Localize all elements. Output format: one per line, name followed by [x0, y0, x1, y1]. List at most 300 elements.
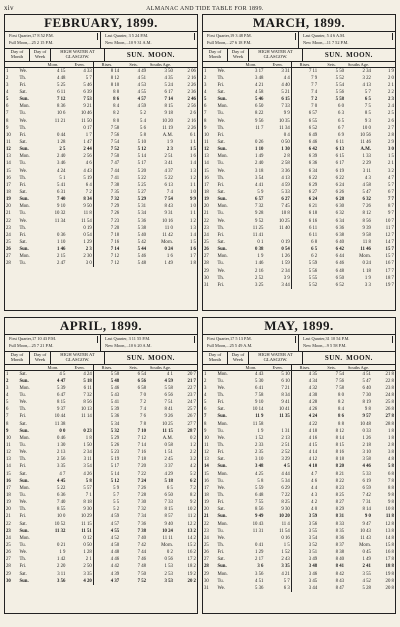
cell: 5 34	[93, 420, 120, 428]
cell: 0 56	[147, 556, 174, 563]
cell: 17 2	[174, 556, 197, 563]
cell: 8 5	[345, 110, 372, 117]
cell: 8 22	[318, 478, 345, 485]
table-row	[203, 470, 395, 478]
cell: 9 26	[147, 413, 174, 420]
table-row	[5, 110, 197, 117]
cell: 6 0	[318, 103, 345, 110]
table-row	[203, 132, 395, 139]
cell: 1 6	[147, 253, 174, 260]
cell: 6 28	[318, 196, 345, 203]
cell: 4 40	[264, 82, 291, 89]
cell: 6 32	[345, 196, 372, 203]
cell: 5 5	[93, 499, 120, 506]
cell: 11 34	[264, 125, 291, 132]
table-row	[203, 125, 395, 132]
cell: 5 2	[174, 470, 197, 478]
cell: 12	[5, 449, 18, 456]
cell: 3	[5, 82, 18, 89]
cell: 26	[5, 549, 18, 556]
cell: We.	[216, 485, 237, 492]
cell: 6 27	[291, 189, 318, 196]
table-row	[203, 253, 395, 260]
cell: 7	[203, 413, 216, 420]
cell: We.	[216, 535, 237, 542]
cell: 10 29	[66, 513, 93, 520]
cell: 6 42	[318, 246, 345, 253]
cell: Sat.	[18, 139, 39, 146]
day-header: Day of Month	[5, 49, 30, 61]
cell: Th.	[18, 125, 39, 132]
cell: 4 4	[264, 75, 291, 82]
cell: 8 25	[264, 499, 291, 506]
cell: 20	[203, 506, 216, 513]
cell: Tu.	[216, 528, 237, 535]
cell: 4 1	[147, 371, 174, 379]
table-row	[203, 175, 395, 182]
table-row	[203, 513, 395, 520]
cell: 5 48	[120, 260, 147, 267]
cell: 11	[203, 139, 216, 146]
cell: 3 41	[147, 160, 174, 167]
cell: Morn.	[147, 542, 174, 549]
cell: 6	[203, 103, 216, 110]
cell: 4	[203, 392, 216, 399]
cell: 6 59	[345, 485, 372, 492]
day-table: Morn. Even. Rises. Sets. Souths Age. 1 We. 4 15 4 33 8 14 4 49 3 50 2 06 2 Th. 4 48 5 7 8 12 4 51 4 35 2 16 3 Fri. 5 25 5 46 8 10 4 53 5 24 2 26 4 Sat. 6 11 6 39 8 8 4 55 6 17 2 36 5 Sun. 7 12 7 53 8 6 4 57 7 14 2 46 6 Mon. 8 36 9 21 8 4 4 59 8 15 2 56 7 Tu. 10 6 10 46 8 2 5 2 9 18 2 6 8 We. 11 21 11 50 8 0 5 4 10 20 2 16 9 Th. 0 17 7 58 5 6 11 19 2 26 10 Fri. 0 44 1 7 7 56 5 8 A.M. 6 1 11 Sat. 1 28 1 47 7 54 5 10 1 9 1 1 12 Sun. 2 5 2 44 7 52 5 12 2 3 1 5 13 Mon. 2 40 2 56 7 50 5 14 2 51 1 6 14 Tu. 3 46 4 6 7 47 5 17 3 41 1 4 15 We. 4 24 4 43 7 44 5 20 4 37 1 3 16 Th. 5 1 5 19 7 41 5 22 5 22 1 2 17 Fri. 5 41 6 4 7 38 5 25 6 13 1 1 18 Sat. 6 31 7 2 7 35 5 27 7 4 1 0 19 Sun. 7 40 8 34 7 32 5 29 7 54 9 9 20 Mon. 9 10 9 50 7 29 5 31 8 43 1 0 21 Tu. 10 32 11 8 7 26 5 34 9 31 1 1 22 We. 11 34 11 54 7 23 5 36 10 16 1 2 23 Th. 0 19 7 20 5 38 11 0 1 3 24 Fri. 0 36 0 54 7 18 5 40 11 42 1 4 25 Sat. 1 10 1 29 7 16 5 42 Morn. 1 5 26 Sun. 1 46 2 3 7 14 5 44 0 24 1 6 27 Mon. 2 15 2 30 7 12 5 46 1 6 1 7 28 Tu. 2 47 3 0 7 12 5 48 1 49 1 8	[5, 62, 197, 267]
cell: 1 5	[174, 239, 197, 246]
cell: 14	[5, 160, 18, 167]
cell: 5 33	[345, 470, 372, 478]
cell: 11 7	[372, 225, 395, 232]
phase-full-moon: Full Moon,...25 7 21 P.M.	[7, 343, 98, 350]
cell: 1 2	[174, 217, 197, 225]
cell: 27	[203, 556, 216, 563]
cell: 10 14	[238, 406, 265, 413]
cell: 15 2	[174, 542, 197, 549]
cell: 2 58	[264, 160, 291, 167]
weekday-header: Day of Week	[30, 352, 51, 364]
cell: 7 16	[120, 449, 147, 456]
cell: 8 2	[93, 110, 120, 117]
cell: 7 4	[120, 406, 147, 413]
cell: 4 3	[291, 492, 318, 499]
cell: 11 25	[238, 225, 265, 232]
cell: 6 46	[318, 260, 345, 267]
cell: 0 19	[264, 239, 291, 246]
cell: 18	[203, 492, 216, 499]
cell: 29	[203, 570, 216, 578]
cell: 21 7	[174, 378, 197, 385]
cell: 6 46	[291, 139, 318, 146]
cell: 3	[203, 385, 216, 392]
table-row	[203, 371, 395, 379]
cell: 5 47	[345, 378, 372, 385]
cell: 4 21	[264, 570, 291, 578]
cell: 10 8	[372, 506, 395, 513]
cell: 7 5	[345, 103, 372, 110]
cell: Sat.	[216, 556, 237, 563]
cell: Sat.	[18, 420, 39, 428]
cell: Fri.	[216, 82, 237, 89]
cell: 6 5	[318, 117, 345, 125]
table-row	[5, 392, 197, 399]
cell: 3 22	[345, 75, 372, 82]
cell: Mon.	[216, 371, 237, 379]
cell: 8 14	[318, 435, 345, 442]
cell: 7 29	[93, 203, 120, 210]
cell: 4 20	[66, 578, 93, 585]
cell: 8 4	[318, 406, 345, 413]
cell: 26	[5, 246, 18, 253]
table-row	[5, 371, 197, 379]
table-row	[5, 217, 197, 225]
table-row	[5, 578, 197, 585]
cell: 7 38	[93, 182, 120, 189]
table-row	[203, 282, 395, 289]
cell: 4 45	[40, 478, 67, 485]
cell: 7 42	[120, 542, 147, 549]
cell: 9 8	[372, 499, 395, 506]
cell: 6 17	[147, 89, 174, 96]
cell	[66, 420, 93, 428]
cell	[264, 420, 291, 428]
cell: 25	[203, 542, 216, 549]
cell: 7 24	[120, 478, 147, 485]
cell: 8 15	[147, 506, 174, 513]
cell: 6 30	[318, 203, 345, 210]
cell: 10	[203, 132, 216, 139]
moon-phases	[203, 335, 395, 352]
cell: 19	[203, 499, 216, 506]
cell: 13	[203, 456, 216, 463]
cell: 4 22	[291, 420, 318, 428]
cell: 23 8	[372, 385, 395, 392]
cell: 27	[5, 253, 18, 260]
cell: 3 55	[291, 528, 318, 535]
cell: 0 54	[264, 246, 291, 253]
table-row	[203, 182, 395, 189]
cell: 11 51	[66, 528, 93, 535]
cell: 7 54	[93, 139, 120, 146]
cell: We.	[216, 167, 237, 175]
table-row	[5, 82, 197, 89]
cell: 1 0	[174, 189, 197, 196]
cell: 6 50	[318, 275, 345, 282]
cell: 11 11	[147, 535, 174, 542]
cell: 3 35	[66, 570, 93, 578]
cell: 5 29	[120, 196, 147, 203]
high-water-header: HIGH WATER AT GLASGOW.	[51, 352, 105, 364]
cell: 5 56	[318, 89, 345, 96]
cell: 5 46	[120, 253, 147, 260]
day-header: Day of Month	[5, 352, 30, 364]
table-row	[5, 182, 197, 189]
cell: 28 7	[174, 428, 197, 435]
table-row	[203, 463, 395, 470]
cell: 1 1	[174, 182, 197, 189]
cell: 0 58	[147, 442, 174, 449]
cell: 1 49	[238, 153, 265, 160]
table-row	[203, 585, 395, 592]
cell: Sun.	[216, 146, 237, 153]
cell: 0 33	[345, 428, 372, 435]
table-row	[203, 499, 395, 506]
cell: 23	[5, 225, 18, 232]
cell: 7 35	[93, 189, 120, 196]
cell: 6 55	[291, 117, 318, 125]
cell: 5 41	[93, 399, 120, 406]
cell: 2 3	[372, 96, 395, 103]
cell: 0 26	[238, 139, 265, 146]
cell: 7 2	[174, 485, 197, 492]
cell: 2 0	[372, 75, 395, 82]
cell: 27	[203, 253, 216, 260]
cell: Morn.	[345, 542, 372, 549]
cell: 4 6	[66, 160, 93, 167]
cell: 2 52	[238, 275, 265, 282]
cell: 5 8	[372, 463, 395, 470]
cell: Tu.	[216, 210, 237, 217]
cell: 8 29	[318, 506, 345, 513]
cell: 3 46	[291, 570, 318, 578]
cell: 10 25	[264, 217, 291, 225]
cell: 2 51	[147, 153, 174, 160]
cell: 19 2	[174, 570, 197, 578]
table-row	[203, 378, 395, 385]
cell: 3 55	[345, 570, 372, 578]
cell: 9 39	[345, 225, 372, 232]
cell: 10 43	[238, 520, 265, 528]
cell: 4 10	[291, 463, 318, 470]
cell: Mon.	[216, 420, 237, 428]
cell: 4 13	[264, 175, 291, 182]
cell: 11 38	[40, 420, 67, 428]
phase-new-moon: New Moon,...10 6 20 A.M.	[103, 343, 195, 350]
cell: 0 24	[147, 246, 174, 253]
cell: 6 57	[291, 110, 318, 117]
cell: 6 11	[291, 225, 318, 232]
cell: 6 52	[291, 125, 318, 132]
cell: Fri.	[216, 449, 237, 456]
cell: 7 20	[120, 463, 147, 470]
cell: 3 2	[174, 456, 197, 463]
cell: 1 30	[264, 146, 291, 153]
cell: 5 34	[120, 210, 147, 217]
cell: 17	[203, 485, 216, 492]
cell: 8 12	[345, 210, 372, 217]
cell: 2 1	[66, 556, 93, 563]
cell: 6 5	[291, 246, 318, 253]
cell: 4 13	[345, 82, 372, 89]
cell: We.	[18, 499, 39, 506]
cell: 4 51	[120, 75, 147, 82]
cell: 5 55	[291, 275, 318, 282]
sun-moon-header: SUN. MOON.	[303, 352, 395, 364]
cell: 17 7	[372, 267, 395, 275]
cell: Tu.	[18, 160, 39, 167]
cell: 1 10	[40, 239, 67, 246]
cell: 11 46	[345, 139, 372, 146]
cell: 5 57	[66, 485, 93, 492]
cell: 8 56	[66, 399, 93, 406]
cell: 7 33	[147, 499, 174, 506]
cell: 2 56	[66, 153, 93, 160]
cell: 8 6	[93, 96, 120, 103]
cell: 5 7	[264, 578, 291, 585]
table-row	[5, 175, 197, 182]
cell: Mon.	[18, 153, 39, 160]
cell: 3 2	[372, 167, 395, 175]
table-row	[203, 456, 395, 463]
cell: 8 14	[345, 506, 372, 513]
cell: Th.	[216, 542, 237, 549]
cell: 28	[203, 563, 216, 570]
cell: 3 44	[264, 282, 291, 289]
cell: 2 3	[66, 246, 93, 253]
cell: 8 19	[345, 399, 372, 406]
cell: Fri.	[18, 82, 39, 89]
cell: 6 38	[318, 232, 345, 239]
cell: 5 12	[120, 146, 147, 153]
cell: 5 19	[66, 175, 93, 182]
cell: 28	[203, 260, 216, 267]
column-group-header	[5, 49, 197, 62]
cell: 7 0	[291, 103, 318, 110]
cell: 8 2	[174, 492, 197, 499]
cell: 4	[5, 89, 18, 96]
table-row	[5, 253, 197, 260]
cell: 11	[5, 442, 18, 449]
cell: 27 8	[372, 413, 395, 420]
cell: 23	[203, 528, 216, 535]
cell: 3 51	[291, 549, 318, 556]
table-row	[5, 246, 197, 253]
cell: 6 1	[174, 132, 197, 139]
page-number: xiv	[4, 4, 14, 12]
cell: 6 7	[372, 189, 395, 196]
cell: 6	[5, 103, 18, 110]
table-row	[5, 232, 197, 239]
cell: 13	[5, 456, 18, 463]
cell: 8 56	[238, 506, 265, 513]
cell: 3 56	[238, 570, 265, 578]
cell: 4 3	[345, 175, 372, 182]
day-table: Morn. Even. Rises. Sets. Souths Age. 1 Mon. 4 43 5 10 4 35 7 54 4 51 21 8 2 Tu. 5 30 6 10 4 34 7 56 5 47 22 8 3 We. 6 41 7 21 4 32 7 58 6 40 23 8 4 Th. 7 58 8 34 4 30 8 0 7 30 24 8 5 Fri. 9 10 9 41 4 28 8 2 8 19 25 8 6 Sat. 10 14 10 41 4 26 8 4 9 8 26 8 7 Sun. 11 9 11 35 4 24 8 6 9 57 27 8 8 Mon. 11 58 4 22 8 8 10 48 28 8 9 Tu. 1 9 1 31 4 18 8 12 0 33 1 8 10 We. 1 52 2 13 4 16 8 14 1 26 1 8 11 Th. 2 33 2 51 4 15 8 15 2 18 2 8 12 Fri. 2 35 2 52 4 14 8 16 3 10 3 8 13 Sat. 3 10 3 29 4 12 8 18 3 58 4 8 14 Sun. 3 48 4 5 4 10 8 20 4 46 5 8 15 Mon. 4 25 4 44 4 7 8 21 5 33 6 8 16 Tu. 5 8 5 34 4 6 8 22 6 19 7 8 17 We. 5 59 6 29 4 4 8 23 6 59 8 8 18 Th. 6 48 7 22 4 3 8 25 7 42 9 8 19 Fri. 7 55 8 25 4 2 8 27 7 31 9 8 20 Sat. 8 56 9 30 4 0 8 29 8 14 10 8 21 Sun. 9 49 10 20 3 59 8 31 9 0 11 8 22 Mon. 10 43 11 4 3 56 8 33 9 47 12 8 23 Tu. 11 31 11 54 3 55 8 35 10 43 13 8 24 We. 0 16 3 54 8 36 11 43 14 8 25 Th. 0 41 1 5 3 52 8 37 Morn. 15 8 26 Fri. 1 29 1 52 3 51 8 38 0 45 16 8 27 Sat. 2 17 2 43 3 49 8 40 1 49 17 8 28 Sun. 3 6 3 35 3 48 8 41 2 41 18 8 29 Mon. 3 56 4 21 3 46 8 42 3 55 19 8 30 Tu. 4 51 5 7 3 45 8 43 4 52 20 8 31 We. 5 36 6 3 3 44 8 47 5 28 20 8	[203, 365, 395, 592]
cell: 7 52	[120, 578, 147, 585]
cell: 8 41	[147, 406, 174, 413]
cell: 4 41	[238, 182, 265, 189]
cell: 24	[203, 232, 216, 239]
cell: 7 36	[120, 520, 147, 528]
cell: 7 20	[93, 225, 120, 232]
table-row	[5, 506, 197, 513]
cell: 4 30	[291, 392, 318, 399]
table-row	[5, 385, 197, 392]
cell: 9 47	[345, 520, 372, 528]
cell: 5 46	[66, 82, 93, 89]
cell: 5 46	[93, 385, 120, 392]
cell: 14 2	[174, 535, 197, 542]
cell: 18	[5, 189, 18, 196]
table-row	[5, 563, 197, 570]
cell: 23 7	[174, 392, 197, 399]
cell: 5 8	[238, 478, 265, 485]
cell: 5 23	[93, 449, 120, 456]
cell: 7 32	[93, 196, 120, 203]
cell: 4 0	[291, 506, 318, 513]
cell: 1 28	[66, 549, 93, 556]
cell: 6 44	[318, 253, 345, 260]
cell: 9 21	[66, 103, 93, 110]
cell: 4 29	[147, 470, 174, 478]
cell: 5	[5, 96, 18, 103]
cell: 18 2	[174, 563, 197, 570]
table-row	[5, 406, 197, 413]
cell: 4 7	[291, 470, 318, 478]
cell: 7 14	[147, 96, 174, 103]
table-row	[5, 89, 197, 96]
cell: 9 37	[40, 406, 67, 413]
high-water-header: HIGH WATER AT GLASGOW.	[51, 49, 105, 61]
cell: 2 2	[372, 89, 395, 96]
cell: 3 35	[264, 563, 291, 570]
cell: 6 36	[291, 160, 318, 167]
cell: 7 14	[120, 442, 147, 449]
table-row	[5, 528, 197, 535]
cell: 6 48	[238, 492, 265, 499]
table-row	[203, 392, 395, 399]
cell: 27	[5, 556, 18, 563]
cell: 9 31	[147, 210, 174, 217]
cell: 31	[203, 585, 216, 592]
cell: 8 38	[318, 549, 345, 556]
cell: 1 3	[174, 167, 197, 175]
cell: 4 42	[93, 563, 120, 570]
cell: 8 40	[318, 556, 345, 563]
cell: 8 35	[318, 528, 345, 535]
cell: 3 59	[291, 513, 318, 520]
table-row	[5, 463, 197, 470]
cell: 5 36	[120, 217, 147, 225]
cell: 5 46	[238, 96, 265, 103]
cell: 4	[203, 89, 216, 96]
cell: 4 59	[147, 378, 174, 385]
cell: We.	[18, 399, 39, 406]
cell: 9	[5, 428, 18, 435]
cell: 5 2	[93, 506, 120, 513]
cell: 7 7	[291, 82, 318, 89]
cell: 1 6	[174, 153, 197, 160]
cell: 0 0	[40, 428, 67, 435]
cell: Tu.	[216, 110, 237, 117]
table-row	[203, 385, 395, 392]
cell: 4 37	[147, 167, 174, 175]
cell: 0 2	[147, 549, 174, 556]
cell: 3 18	[238, 167, 265, 175]
cell: Th.	[216, 275, 237, 282]
cell: 8 37	[318, 542, 345, 549]
cell: Tu.	[216, 578, 237, 585]
cell: 6 29	[264, 485, 291, 492]
cell: 14	[203, 160, 216, 167]
cell: 17 8	[372, 556, 395, 563]
cell: Th.	[216, 125, 237, 132]
table-row	[203, 435, 395, 442]
cell: Mon.	[216, 153, 237, 160]
cell: Fri.	[216, 232, 237, 239]
cell: 3 35	[40, 463, 67, 470]
